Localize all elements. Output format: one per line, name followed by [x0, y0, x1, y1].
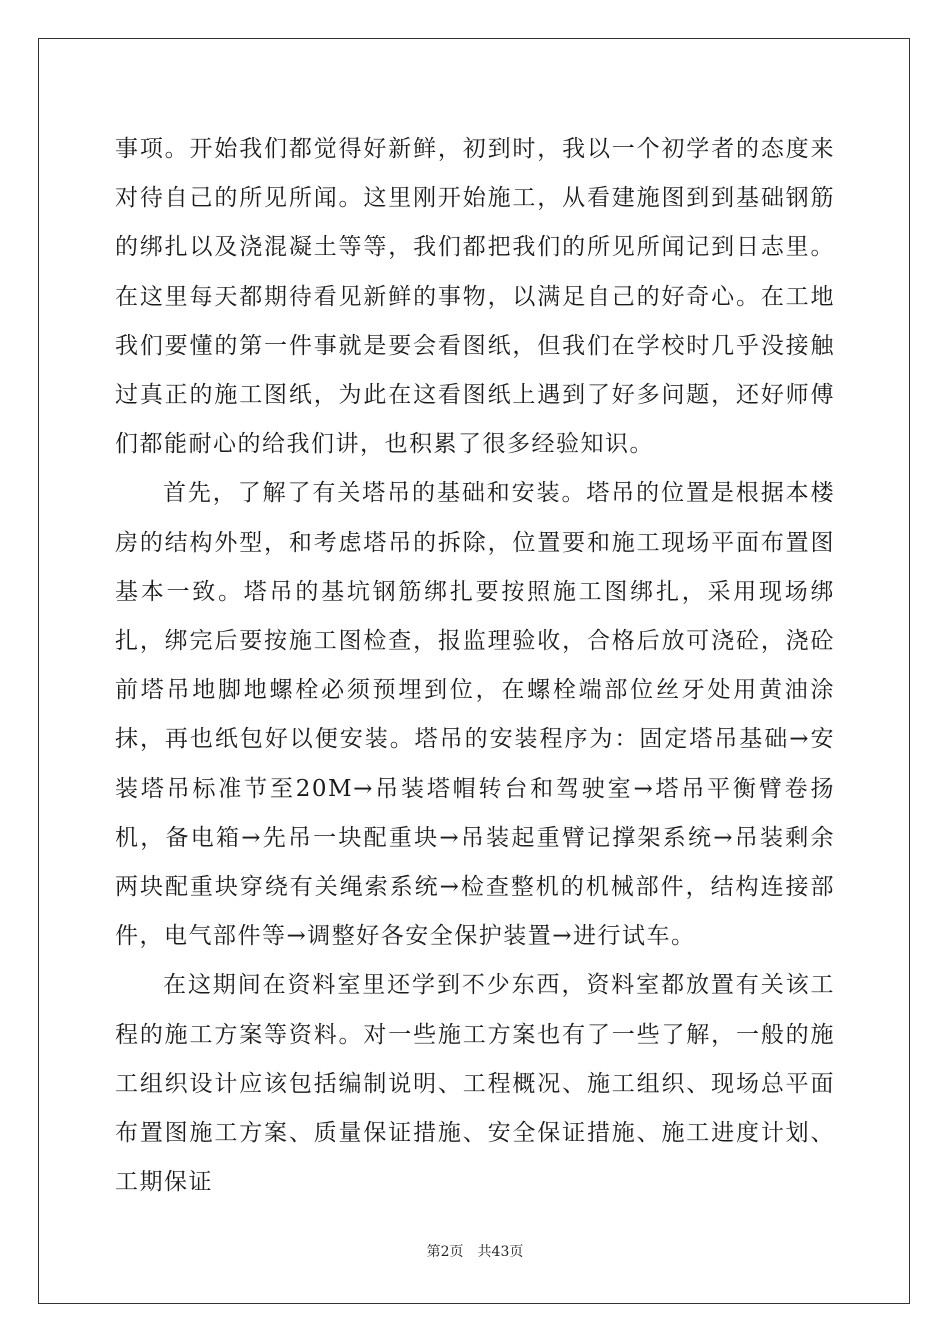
page-total: 共43页	[477, 1244, 524, 1260]
document-body	[115, 125, 835, 1207]
page-number: 第2页	[426, 1244, 464, 1260]
paragraph-2: 首先，了解了有关塔吊的基础和安装。塔吊的位置是根据本楼房的结构外型，和考虑塔吊的拆除，位置要和施工现场平面布置图基本一致。塔吊的基坑钢筋绑扎要按照施工图绑扎，采用现场绑扎，绑完后要按施工图检查，报监理验收，合格后放可浇砼，浇砼前塔吊地脚地螺栓必须预埋到位，在螺栓端部位丝牙处用黄油涂抹，再也纸包好以便安装。塔吊的安装程序为：固定塔吊基础→安装塔吊标准节至20M→吊装塔帽转台和驾驶室→塔吊平衡臂卷扬机，备电箱→先吊一块配重块→吊装起重臂记撑架系统→吊装剩余两块配重块穿绕有关绳索系统→检查整机的机械部件，结构连接部件，电气部件等→调整好各安全保护装置→进行试车。	[115, 480, 835, 950]
page-footer	[0, 1241, 950, 1261]
paragraph-3: 在这期间在资料室里还学到不少东西，资料室都放置有关该工程的施工方案等资料。对一些施工方案也有了一些了解，一般的施工组织设计应该包括编制说明、工程概况、施工组织、现场总平面布置图施工方案、质量保证措施、安全保证措施、施工进度计划、工期保证	[115, 972, 835, 1196]
paragraph-1: 事项。开始我们都觉得好新鲜，初到时，我以一个初学者的态度来对待自己的所见所闻。这里刚开始施工，从看建施图到到基础钢筋的绑扎以及浇混凝土等等，我们都把我们的所见所闻记到日志里。在这里每天都期待看见新鲜的事物，以满足自己的好奇心。在工地我们要懂的第一件事就是要会看图纸，但我们在学校时几乎没接触过真正的施工图纸，为此在这看图纸上遇到了好多问题，还好师傅们都能耐心的给我们讲，也积累了很多经验知识。	[115, 136, 835, 458]
